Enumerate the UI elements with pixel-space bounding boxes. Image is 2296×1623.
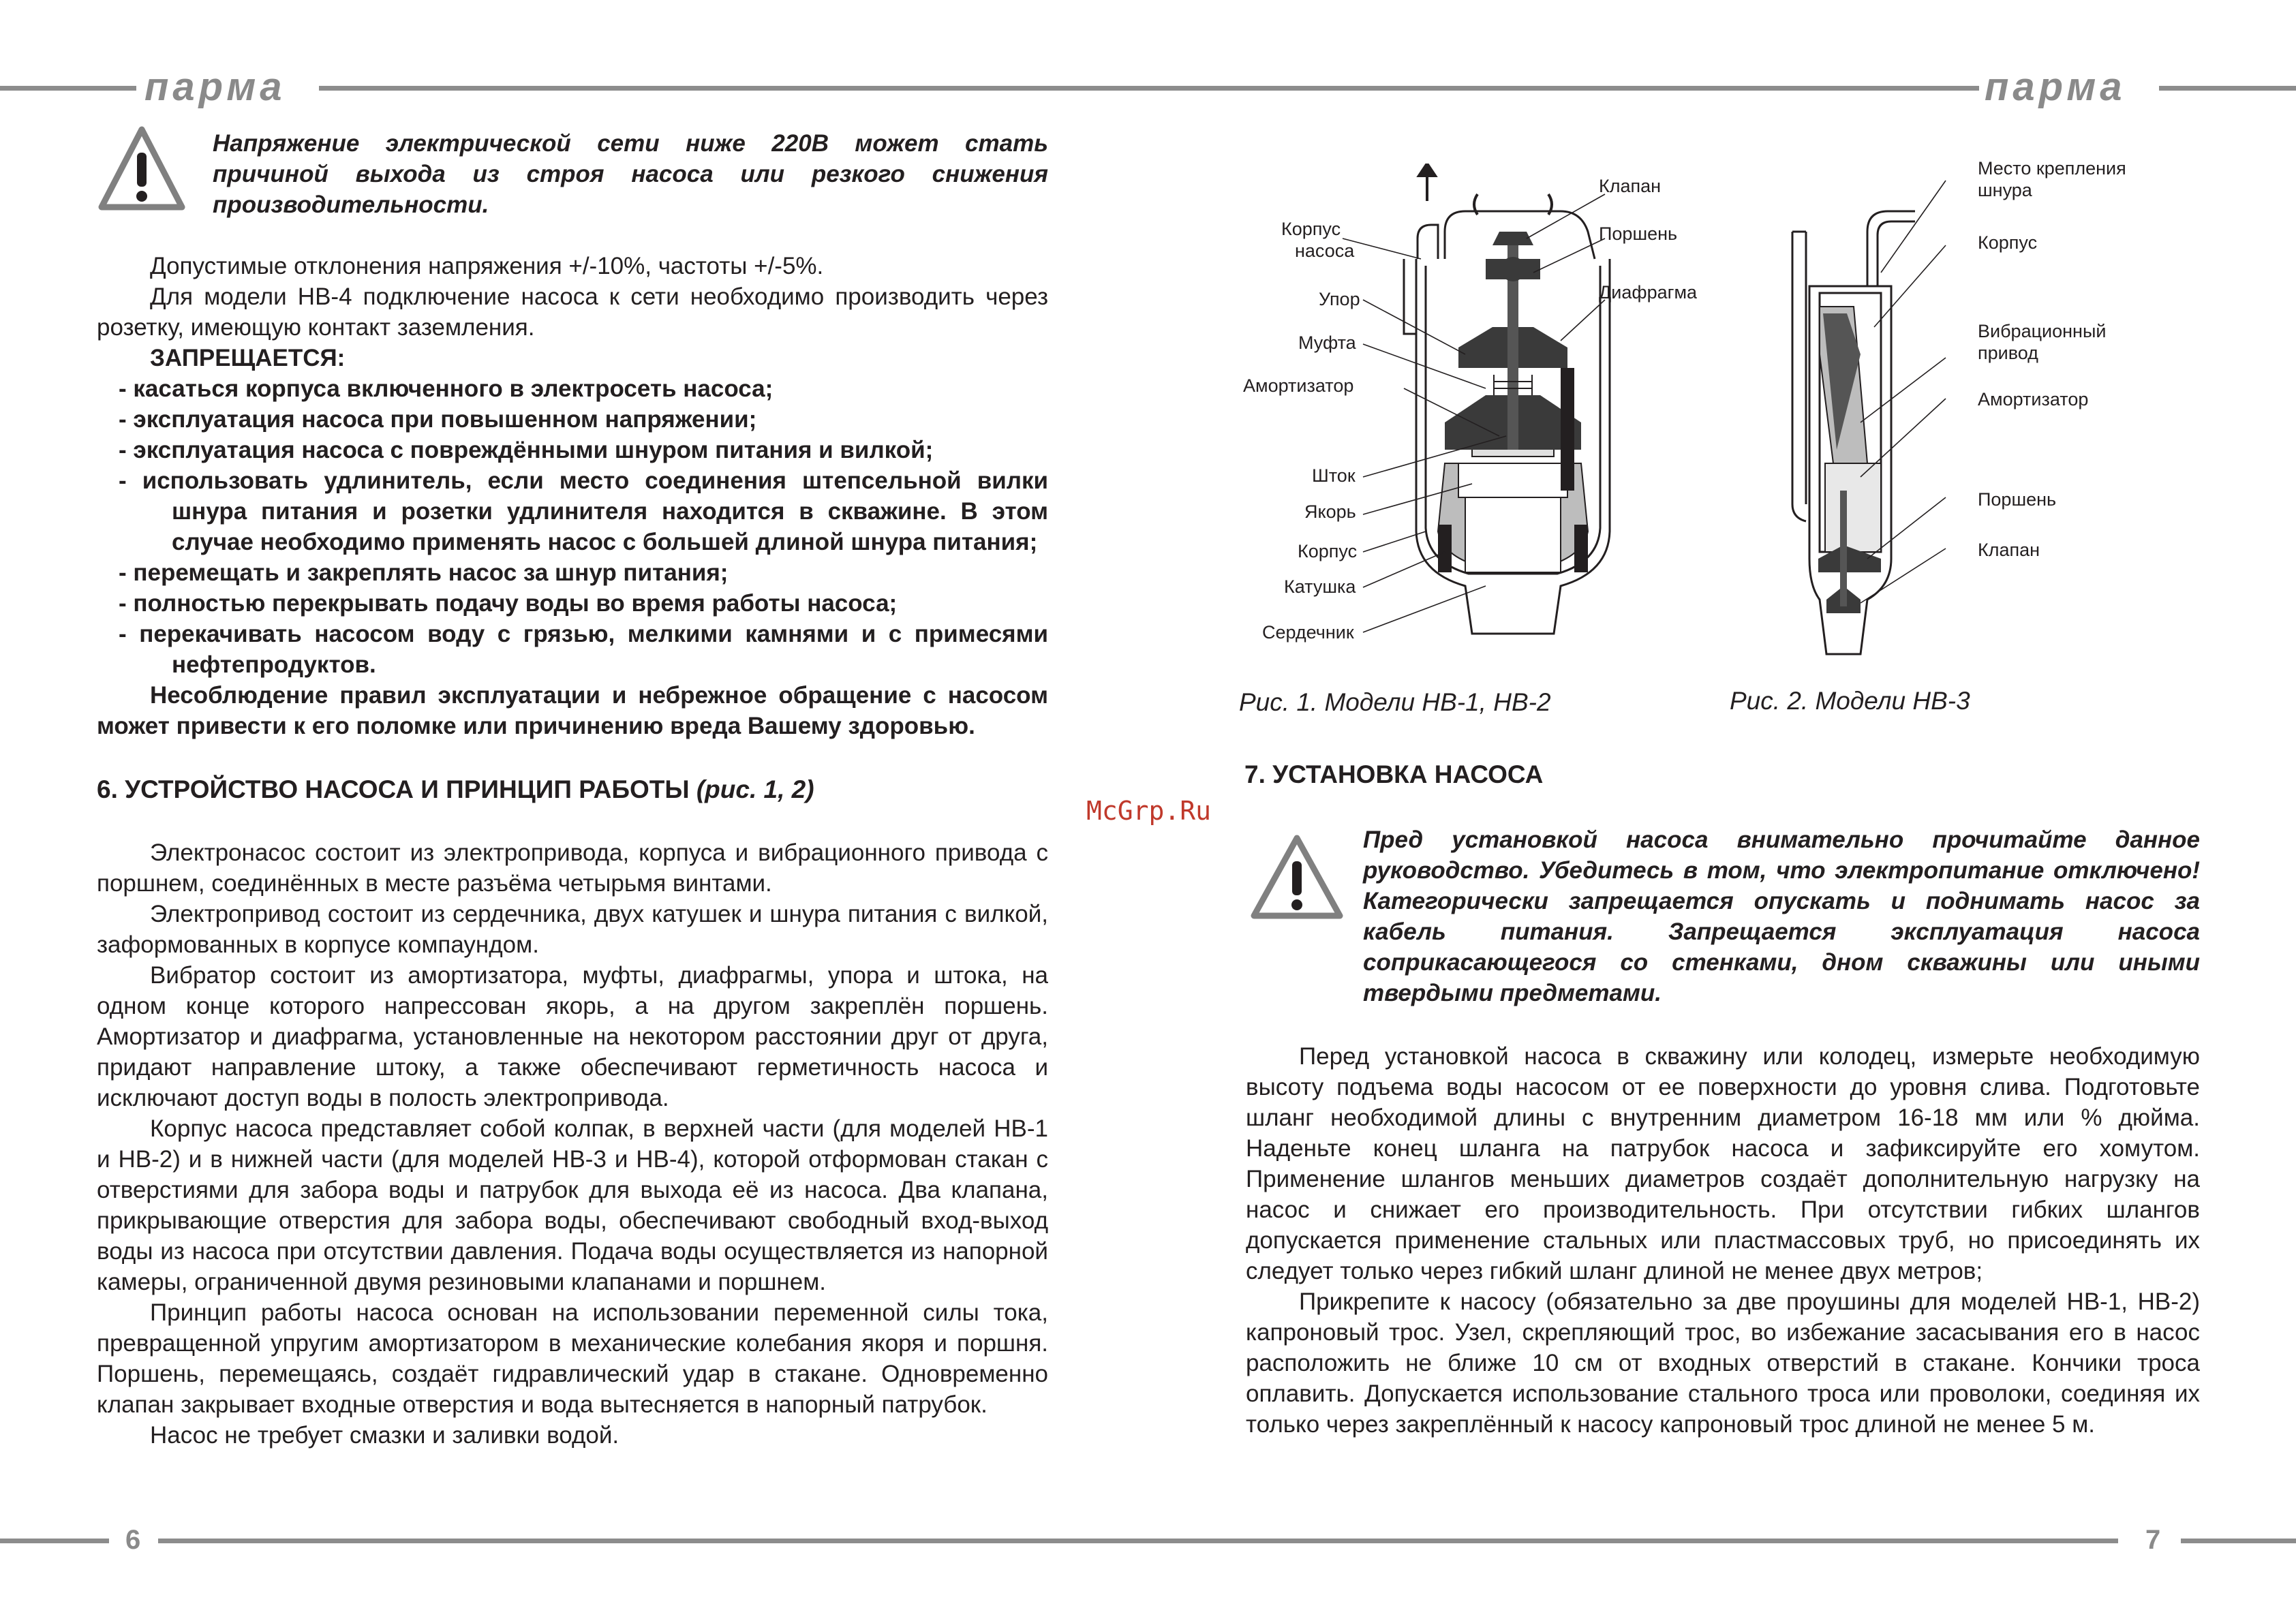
figure-2-caption: Рис. 2. Модели НВ-3 [1730, 687, 1970, 715]
fig1-label-shtok: Шток [1312, 465, 1356, 486]
figure-1-pump-diagram [1240, 164, 1731, 681]
s6-paragraph: Принцип работы насоса основан на использовании переменной силы тока, превращенной упругим амортизатором в механические колебания якоря и поршня. Поршень, перемещаясь, создаёт гидравлический удар в стакане. Одновременно клапан закрывает входные отверстия и вода вытесняется в напорный патрубок. [97, 1299, 1048, 1418]
warning-triangle-icon [97, 124, 186, 214]
right-warning-block [1363, 824, 2200, 1008]
forbidden-item: - полностью перекрывать подачу воды во время работы насоса; [119, 590, 898, 617]
fig1-label-yakor: Якорь [1304, 501, 1356, 522]
section7-heading: 7. УСТАНОВКА НАСОСА [1244, 760, 1544, 788]
consequence-text: Несоблюдение правил эксплуатации и небрежное обращение с насосом может привести к его поломке или причинению вреда Вашему здоровью. [97, 682, 1048, 739]
fig1-label-korpus: Корпус [1298, 541, 1358, 561]
figure-1-caption: Рис. 1. Модели НВ-1, НВ-2 [1239, 688, 1551, 716]
fig2-label-vibr-1: Вибрационный [1978, 321, 2107, 341]
section6-heading [97, 774, 1048, 805]
hv4-text: Для модели НВ-4 подключение насоса к сети необходимо производить через розетку, имеющую контакт заземления. [97, 283, 1048, 341]
footer-rule-center [158, 1539, 2118, 1543]
fig2-label-korpus: Корпус [1978, 232, 2038, 253]
brand-logo-right: парма [1985, 65, 2126, 109]
s7-paragraph: Прикрепите к насосу (обязательно за две проушины для моделей НВ-1, НВ-2) капроновый трос. Узел, скрепляющий трос, во избежание засасывания его в насос расположить не ближе 10 см от входных отверстий в стакане. Кончики троса оплавить. Допускается использование стального троса или проволоки, соединяя их только через закреплённый к насосу капроновый трос длиной не менее 5 м. [1246, 1288, 2200, 1438]
s6-paragraph: Насос не требует смазки и заливки водой. [150, 1422, 619, 1449]
forbidden-item: - эксплуатация насоса при повышенном напряжении; [119, 406, 757, 433]
fig1-label-klapan: Клапан [1599, 176, 1662, 196]
s6-paragraph: Корпус насоса представляет собой колпак, в верхней части (для моделей НВ-1 и НВ-2) и в нижней части (для моделей НВ-3 и НВ-4), которой отформован стакан с отверстиями для забора воды и патрубок для выхода её из насоса. Два клапана, прикрывающие отверстия для забора воды, обеспечивают свободный вход-выход воды из насоса при отсутствии давления. Подача воды осуществляется из напорной камеры, ограниченной двумя резиновыми клапанами и поршнем. [97, 1115, 1048, 1295]
fig2-label-mesto-1: Место крепления [1978, 158, 2126, 179]
warning-triangle-icon-right [1249, 833, 1345, 923]
header-rule-right [2159, 86, 2296, 91]
section6-title: 6. УСТРОЙСТВО НАСОСА И ПРИНЦИП РАБОТЫ [97, 775, 690, 803]
forbidden-title: ЗАПРЕЩАЕТСЯ: [150, 345, 346, 371]
forbidden-item: - эксплуатация насоса с повреждёнными шнуром питания и вилкой; [119, 437, 934, 463]
forbidden-item: - перемещать и закреплять насос за шнур питания; [119, 559, 729, 586]
fig1-label-mufta: Муфта [1298, 333, 1356, 353]
fig2-label-mesto-2: шнура [1978, 180, 2032, 200]
fig1-label-korpus-nasosa-1: Корпус [1281, 219, 1341, 239]
fig1-label-diafragma: Диафрагма [1599, 282, 1698, 303]
forbidden-item: - использовать удлинитель, если место соединения штепсельной вилки шнура питания и розетки удлинителя находится в скважине. В этом случае необходимо применять насос с большей длиной шнура питания; [119, 467, 1048, 555]
footer-rule-left [0, 1539, 109, 1543]
right-warning-text: Пред установкой насоса внимательно прочитайте данное руководство. Убедитесь в том, что электропитание отключено! Категорически запрещается опускать и поднимать насос за кабель питания. Запрещается эксплуатация насоса соприкасающегося со стенками, дном скважины или иными твердыми предметами. [1363, 826, 2200, 1006]
figure-2-pump-diagram [1772, 150, 2154, 668]
s6-paragraph: Вибратор состоит из амортизатора, муфты, диафрагмы, упора и штока, на одном конце которого напрессован якорь, а на другом закреплён поршень. Амортизатор и диафрагма, установленные на некотором расстоянии друг от друга, придают направление штоку, а также обеспечивают герметичность насоса и исключают доступ воды в полость электропривода. [97, 962, 1048, 1111]
footer-rule-right [2181, 1539, 2296, 1543]
right-column [1246, 1041, 2200, 1440]
fig2-label-porshen: Поршень [1978, 489, 2057, 510]
s6-paragraph: Электропривод состоит из сердечника, двух катушек и шнура питания с вилкой, заформованных в корпусе компаундом. [97, 901, 1048, 958]
fig2-label-vibr-2: привод [1978, 343, 2038, 363]
forbidden-item: - касаться корпуса включенного в электросеть насоса; [119, 375, 774, 402]
header-rule-left [0, 86, 136, 91]
fig2-label-klapan: Клапан [1978, 540, 2040, 560]
header-rule-center [319, 86, 1979, 91]
fig1-label-amortizator: Амортизатор [1243, 375, 1354, 396]
fig1-label-katushka: Катушка [1284, 576, 1356, 597]
left-warning-text: Напряжение электрической сети ниже 220В может стать причиной выхода из строя насоса или резкого снижения производительности. [213, 130, 1048, 218]
fig1-label-porshen: Поршень [1599, 223, 1678, 244]
brand-logo-left: парма [144, 65, 286, 109]
s6-paragraph: Электронасос состоит из электропривода, корпуса и вибрационного привода с поршнем, соединённых в месте разъёма четырьмя винтами. [97, 839, 1048, 897]
page-number-right: 7 [2145, 1525, 2161, 1555]
forbidden-item: - перекачивать насосом воду с грязью, мелкими камнями и с примесями нефтепродуктов. [119, 621, 1048, 678]
fig1-label-serdechnik: Сердечник [1262, 622, 1354, 643]
fig1-label-upor: Упор [1319, 289, 1360, 309]
s7-paragraph: Перед установкой насоса в скважину или колодец, измерьте необходимую высоту подъема воды насосом от ее поверхности до уровня слива. Подготовьте шланг необходимой длины с внутренним диаметром 16-18 мм или % дюйма. Наденьте конец шланга на патрубок насоса и зафиксируйте его хомутом. Применение шлангов меньших диаметров создаёт дополнительную нагрузку на насос и снижает его производительность. При отсутствии гибких шлангов допускается применение стальных или пластмассовых труб, но присоединять их следует только через гибкий шланг длиной не менее двух метров; [1246, 1043, 2200, 1284]
fig2-label-amortizator: Амортизатор [1978, 389, 2089, 409]
left-column [97, 251, 1048, 1451]
section6-ref: (рис. 1, 2) [696, 775, 814, 803]
watermark: McGrp.Ru [1086, 796, 1212, 826]
tolerance-text: Допустимые отклонения напряжения +/-10%, частоты +/-5%. [150, 253, 824, 279]
left-warning-block [213, 128, 1048, 220]
fig1-label-korpus-nasosa-2: насоса [1295, 241, 1355, 261]
page-number-left: 6 [125, 1525, 141, 1555]
